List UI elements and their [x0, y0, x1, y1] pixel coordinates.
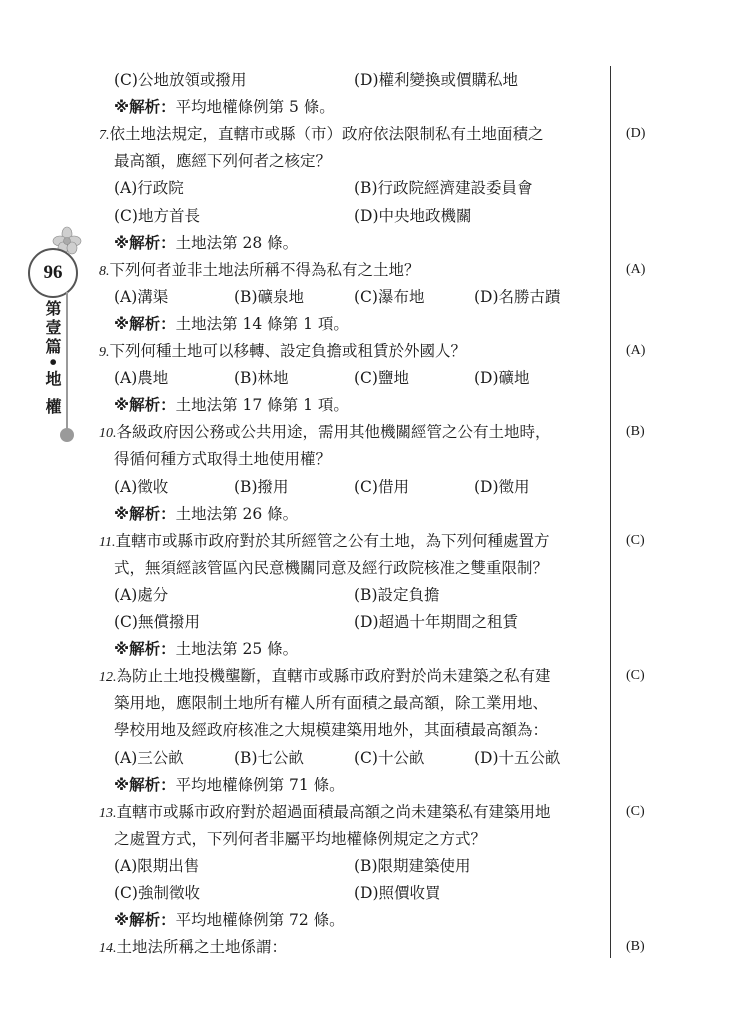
explanation-text: 土地法第 17 條第 1 項。 — [175, 396, 349, 414]
option: (B)設定負擔 — [354, 586, 440, 604]
question-stem: 各級政府因公務或公共用途，需用其他機關經管之公有土地時， — [116, 423, 551, 441]
explanation-text: 平均地權條例第 71 條。 — [175, 776, 345, 794]
question-number: 14. — [99, 941, 117, 956]
question-number: 11. — [99, 535, 116, 550]
explanation-label: ※解析： — [114, 315, 176, 333]
question-stem: 依土地法規定，直轄市或縣（市）政府依法限制私有土地面積之 — [109, 125, 544, 143]
answer-key: (D) — [626, 126, 646, 141]
question-stem: 土地法所稱之土地係謂： — [116, 938, 288, 956]
question-text-continued: 得循何種方式取得土地使用權？ — [114, 450, 332, 468]
question-text — [99, 422, 551, 444]
answer-key: (C) — [626, 668, 645, 683]
question-number: 13. — [99, 806, 117, 821]
explanation — [114, 97, 335, 117]
question-text — [99, 341, 466, 363]
option: (A)行政院 — [114, 179, 184, 197]
explanation-label: ※解析： — [114, 505, 176, 523]
explanation-text: 土地法第 14 條第 1 項。 — [175, 315, 349, 333]
question-text — [99, 937, 287, 959]
answer-key: (B) — [626, 424, 645, 439]
explanation — [114, 395, 349, 415]
chapter-side-title: 第壹篇•地 權 — [43, 300, 62, 417]
explanation-label: ※解析： — [114, 234, 176, 252]
option: (D)礦地 — [474, 369, 530, 387]
explanation-label: ※解析： — [114, 98, 176, 116]
option: (A)三公畝 — [114, 749, 184, 767]
explanation-text: 土地法第 28 條。 — [175, 234, 299, 252]
question-text-continued: 學校用地及經政府核准之大規模建築用地外，其面積最高額為： — [114, 721, 549, 739]
explanation-label: ※解析： — [114, 911, 176, 929]
page-number: 96 — [28, 248, 78, 298]
explanation — [114, 233, 298, 253]
explanation-label: ※解析： — [114, 396, 176, 414]
option: (B)礦泉地 — [234, 288, 304, 306]
answer-key: (B) — [626, 939, 645, 954]
option: (D)名勝古蹟 — [474, 288, 561, 306]
answer-column-divider — [610, 66, 611, 958]
option: (B)林地 — [234, 369, 289, 387]
question-stem: 下列何種土地可以移轉、設定負擔或租賃於外國人？ — [109, 342, 467, 360]
question-number: 10. — [99, 426, 117, 441]
explanation-label: ※解析： — [114, 640, 176, 658]
option: (D)超過十年期間之租賃 — [354, 613, 519, 631]
question-stem: 直轄市或縣市政府對於超過面積最高額之尚未建築私有建築用地 — [116, 803, 551, 821]
option: (B)行政院經濟建設委員會 — [354, 179, 533, 197]
option: (D)權利變換或價購私地 — [354, 71, 519, 89]
question-text-continued: 最高額，應經下列何者之核定？ — [114, 152, 332, 170]
option: (A)限期出售 — [114, 857, 200, 875]
explanation-text: 平均地權條例第 72 條。 — [175, 911, 345, 929]
explanation — [114, 504, 298, 524]
question-text — [99, 124, 544, 146]
answer-key: (A) — [626, 262, 646, 277]
explanation-text: 土地法第 25 條。 — [175, 640, 299, 658]
answer-key: (C) — [626, 533, 645, 548]
option: (A)徵收 — [114, 478, 169, 496]
answer-key: (C) — [626, 804, 645, 819]
explanation-text: 土地法第 26 條。 — [175, 505, 299, 523]
side-decoration-dot — [60, 428, 74, 442]
option: (A)溝渠 — [114, 288, 169, 306]
explanation — [114, 314, 349, 334]
explanation-label: ※解析： — [114, 776, 176, 794]
option: (C)公地放領或撥用 — [114, 71, 247, 89]
explanation — [114, 910, 345, 930]
question-text — [99, 260, 420, 282]
question-number: 9. — [99, 345, 110, 360]
option: (D)十五公畝 — [474, 749, 561, 767]
option: (C)鹽地 — [354, 369, 409, 387]
explanation — [114, 639, 298, 659]
explanation-text: 平均地權條例第 5 條。 — [175, 98, 335, 116]
question-number: 12. — [99, 670, 117, 685]
question-number: 7. — [99, 128, 110, 143]
option: (C)地方首長 — [114, 207, 200, 225]
question-number: 8. — [99, 264, 110, 279]
question-text-continued: 式，無須經該管區內民意機關同意及經行政院核准之雙重限制？ — [114, 559, 549, 577]
option: (C)強制徵收 — [114, 884, 200, 902]
question-stem: 直轄市或縣市政府對於其所經管之公有土地，為下列何種處置方 — [115, 532, 550, 550]
option: (A)處分 — [114, 586, 169, 604]
question-text — [99, 802, 551, 824]
question-stem: 下列何者並非土地法所稱不得為私有之土地？ — [109, 261, 420, 279]
option: (D)徵用 — [474, 478, 530, 496]
explanation — [114, 775, 345, 795]
option: (C)借用 — [354, 478, 409, 496]
option: (D)中央地政機關 — [354, 207, 472, 225]
question-text — [99, 666, 551, 688]
question-text-continued: 築用地，應限制土地所有權人所有面積之最高額，除工業用地、 — [114, 694, 549, 712]
option: (C)十公畝 — [354, 749, 425, 767]
option: (C)無償撥用 — [114, 613, 200, 631]
option: (B)七公畝 — [234, 749, 304, 767]
option: (B)撥用 — [234, 478, 289, 496]
option: (B)限期建築使用 — [354, 857, 471, 875]
option: (D)照價收買 — [354, 884, 441, 902]
answer-key: (A) — [626, 343, 646, 358]
question-text — [99, 531, 549, 553]
option: (C)瀑布地 — [354, 288, 425, 306]
question-text-continued: 之處置方式，下列何者非屬平均地權條例規定之方式？ — [114, 830, 487, 848]
question-stem: 為防止土地投機壟斷，直轄市或縣市政府對於尚未建築之私有建 — [116, 667, 551, 685]
option: (A)農地 — [114, 369, 169, 387]
side-decoration-line — [66, 292, 68, 434]
